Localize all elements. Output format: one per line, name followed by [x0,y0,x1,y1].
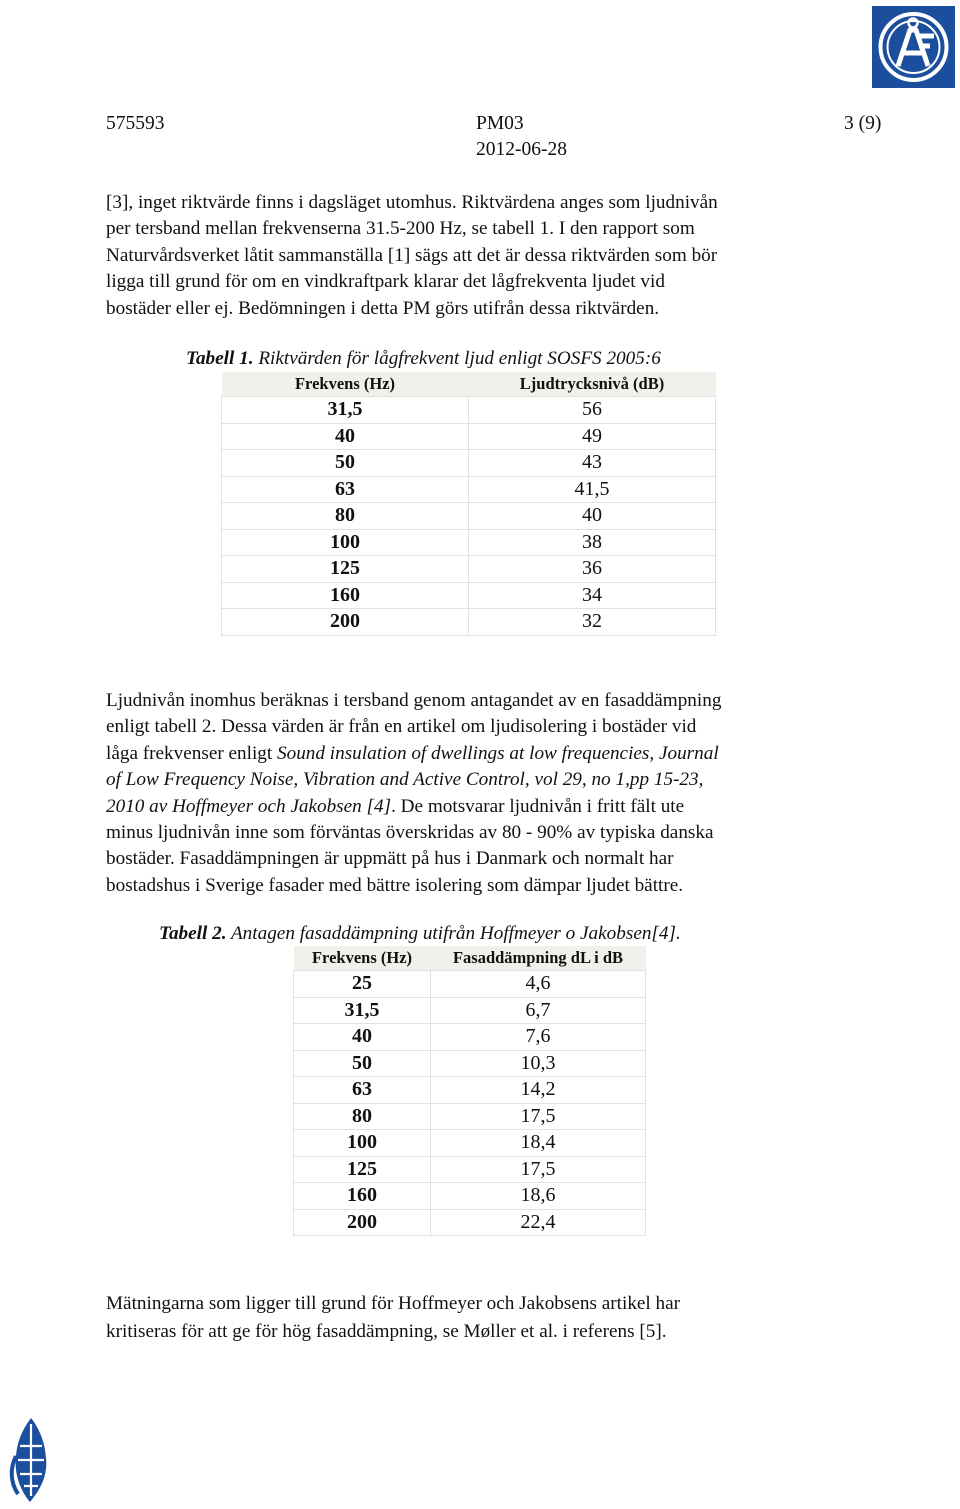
doc-date: 2012-06-28 [476,139,567,160]
text-line: kritiseras för att ge för hög fasaddämpning, se Møller et al. i referens [5]. [106,1321,667,1342]
article-title-text: Sound insulation of dwellings at low frequencies, Journal [277,742,719,764]
text-span: låga frekvenser enligt [106,742,278,764]
article-title-text: 2010 av Hoffmeyer och Jakobsen [4] [106,795,392,817]
text-line: Ljudnivån inomhus beräknas i tersband genom antagandet av en fasaddämpning [106,690,722,711]
table-cell: 40 [469,503,716,530]
table-header-row [222,372,716,397]
table-cell: 14,2 [431,1077,646,1104]
table-cell: 125 [222,556,469,583]
table-cell: 160 [222,582,469,609]
table-cell: 43 [469,450,716,477]
table-row [294,1130,646,1157]
article-title-text: of Low Frequency Noise, Vibration and Active Control, vol 29, no 1,pp 15-23, [106,769,704,791]
table-row [294,1209,646,1236]
table-row [294,997,646,1024]
table2-caption-text: Antagen fasaddämpning utifrån Hoffmeyer o Jakobsen[4]. [226,923,681,944]
table-cell: 32 [469,609,716,636]
table-cell: 41,5 [469,476,716,503]
table-cell: 125 [294,1156,431,1183]
table-row [294,971,646,998]
table-row [222,503,716,530]
table-cell: 63 [294,1077,431,1104]
table-cell: 6,7 [431,997,646,1024]
text-line: Naturvårdsverket låtit sammanställa [1] sägs att det är dessa riktvärden som bör [106,244,718,266]
table-row [294,1156,646,1183]
table-cell: 17,5 [431,1103,646,1130]
table-cell: 56 [469,397,716,424]
text-span: . De motsvarar ljudnivån i fritt fält ute [391,795,685,817]
text-line: bostäder eller ej. Bedömningen i detta PM görs utifrån dessa riktvärden. [106,297,660,319]
middle-paragraph [106,688,846,899]
text-line: bostäder. Fasaddämpningen är uppmätt på hus i Danmark och normalt har [106,848,674,870]
text-line [106,794,846,820]
text-line: enligt tabell 2. Dessa värden är från en artikel om ljudisolering i bostäder vid [106,716,697,738]
table-cell: 40 [222,423,469,450]
text-line [106,741,846,767]
table-cell: 40 [294,1024,431,1051]
table1 [221,372,716,636]
table-cell: 100 [222,529,469,556]
table-cell: 22,4 [431,1209,646,1236]
table-cell: 18,6 [431,1183,646,1210]
table-row [294,1183,646,1210]
table-cell: 7,6 [431,1024,646,1051]
table-cell: 25 [294,971,431,998]
table-row [222,609,716,636]
shell-icon [8,1416,54,1504]
column-header: Frekvens (Hz) [222,372,469,397]
table-cell: 80 [294,1103,431,1130]
table-row [222,529,716,556]
table-cell: 100 [294,1130,431,1157]
company-logo [872,6,955,88]
table1-caption [186,348,661,370]
table-header-row [294,946,646,971]
table-row [222,423,716,450]
table2-caption [159,923,681,945]
doc-number: 575593 [106,113,165,134]
table-row [222,397,716,424]
doc-code: PM03 [476,113,524,134]
table2 [293,946,646,1236]
intro-paragraph [106,190,846,322]
table-cell: 36 [469,556,716,583]
table2-caption-label: Tabell 2. [159,923,227,944]
table-row [294,1050,646,1077]
table-cell: 160 [294,1183,431,1210]
text-line: per tersband mellan frekvenserna 31.5-200 Hz, se tabell 1. I den rapport som [106,218,695,240]
table-cell: 4,6 [431,971,646,998]
table-cell: 200 [222,609,469,636]
table-cell: 34 [469,582,716,609]
table1-caption-label: Tabell 1. [186,348,254,369]
text-line [106,767,846,793]
table-row [222,556,716,583]
table-cell: 50 [294,1050,431,1077]
table-row [294,1103,646,1130]
text-line: bostadshus i Sverige fasader med bättre isolering som dämpar ljudet bättre. [106,874,684,896]
text-line: ligga till grund för om en vindkraftpark klarar det lågfrekventa ljudet vid [106,271,665,293]
table-row [222,476,716,503]
table-cell: 63 [222,476,469,503]
table-cell: 31,5 [294,997,431,1024]
table-cell: 50 [222,450,469,477]
column-header: Frekvens (Hz) [294,946,431,971]
text-line: Mätningarna som ligger till grund för Hoffmeyer och Jakobsens artikel har [106,1293,681,1314]
table-cell: 17,5 [431,1156,646,1183]
table-row [222,450,716,477]
page-number: 3 (9) [844,113,882,134]
table-row [294,1024,646,1051]
table-cell: 80 [222,503,469,530]
column-header: Ljudtrycksnivå (dB) [469,372,716,397]
table-cell: 49 [469,423,716,450]
table-cell: 38 [469,529,716,556]
table1-caption-text: Riktvärden för lågfrekvent ljud enligt SOSFS 2005:6 [253,348,661,369]
table-cell: 200 [294,1209,431,1236]
final-paragraph [106,1290,846,1346]
text-line: [3], inget riktvärde finns i dagsläget utomhus. Riktvärdena anges som ljudnivån [106,192,718,213]
table-cell: 18,4 [431,1130,646,1157]
table-row [294,1077,646,1104]
table-cell: 10,3 [431,1050,646,1077]
table-row [222,582,716,609]
table-cell: 31,5 [222,397,469,424]
column-header: Fasaddämpning dL i dB [431,946,646,971]
text-line: minus ljudnivån inne som förväntas överskridas av 80 - 90% av typiska danska [106,822,714,844]
